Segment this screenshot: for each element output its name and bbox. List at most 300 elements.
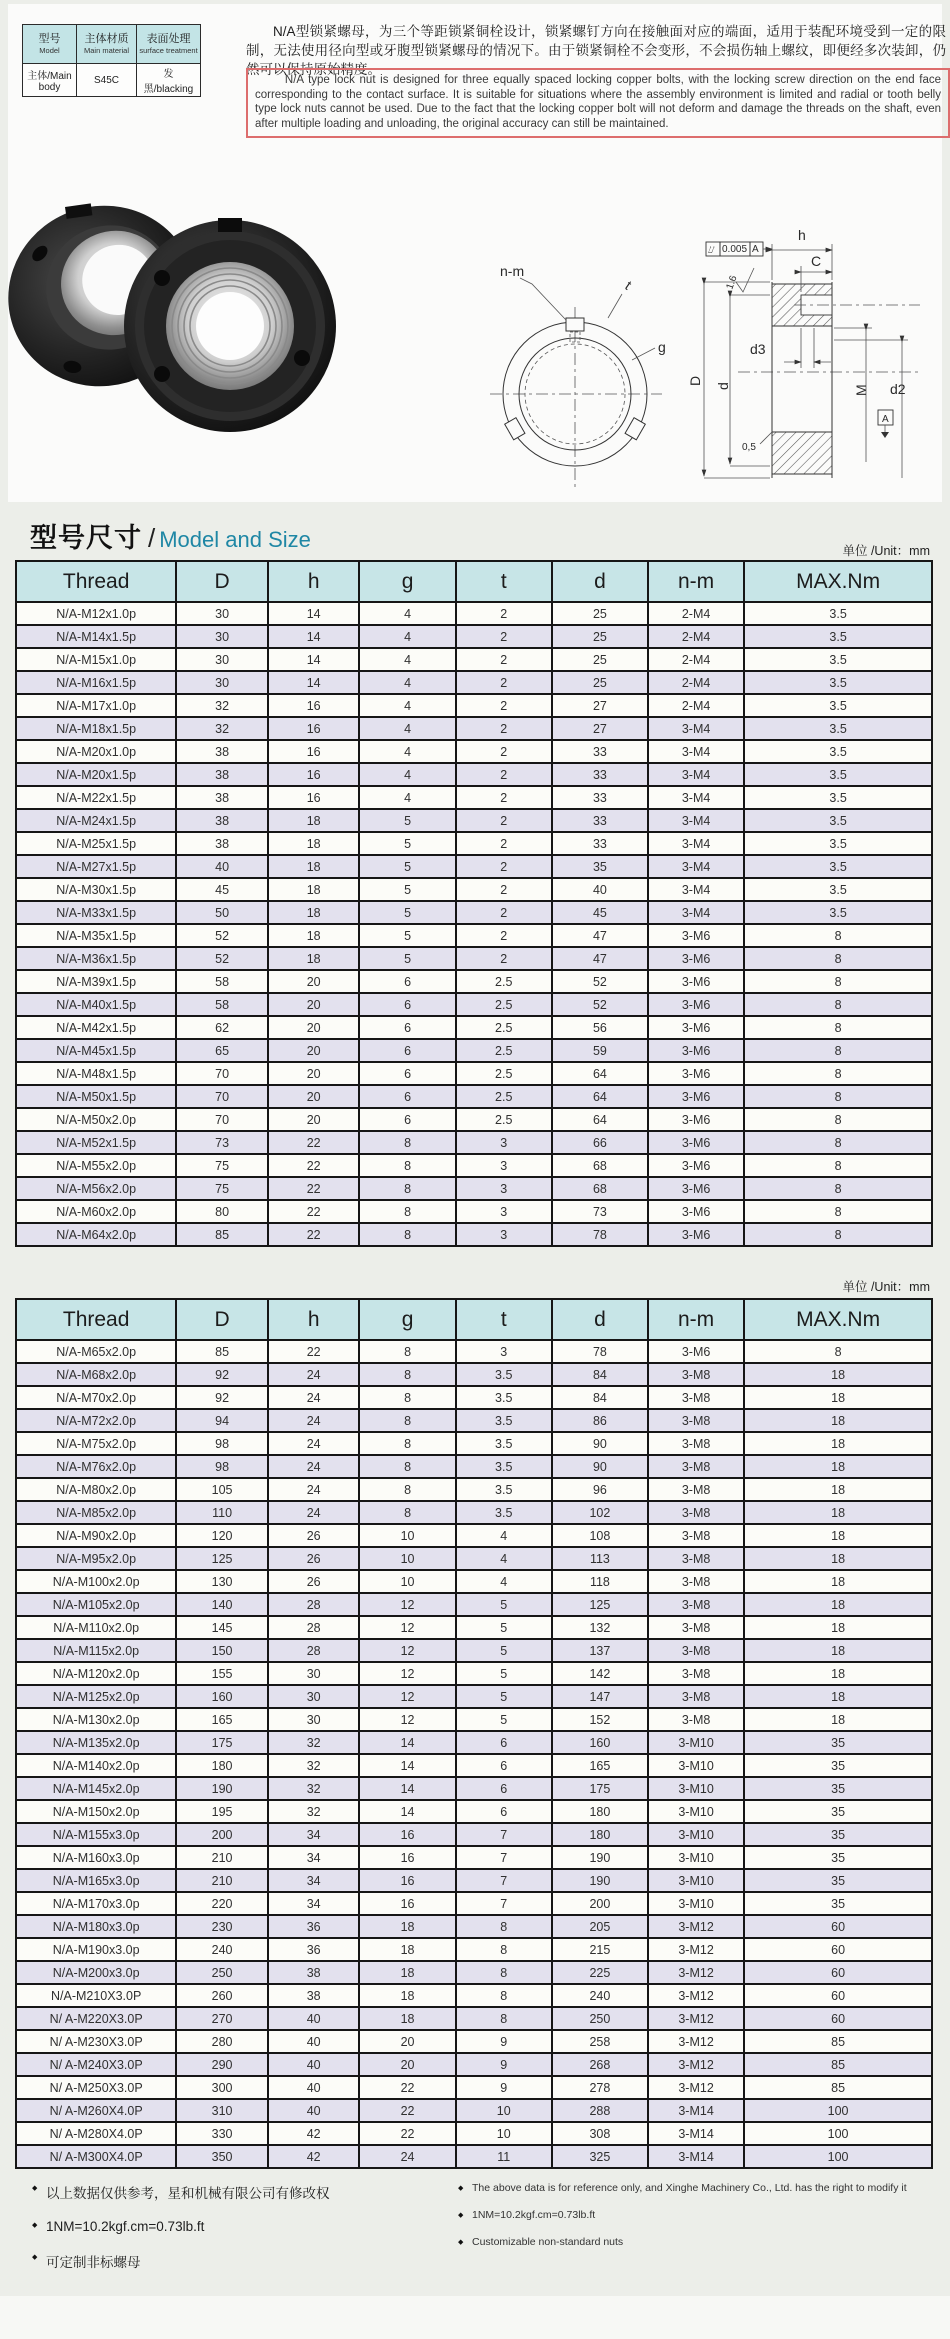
table-cell: 47 — [552, 947, 648, 970]
table-cell: 40 — [268, 2099, 360, 2122]
table-cell: 8 — [359, 1386, 455, 1409]
table-cell: 210 — [176, 1869, 268, 1892]
table-cell: 3 — [456, 1340, 552, 1363]
table-cell: 7 — [456, 1846, 552, 1869]
dim-label-d2: d2 — [890, 381, 906, 397]
table-cell: 3-M8 — [648, 1386, 744, 1409]
material-header-model — [23, 25, 77, 64]
material-spec-table — [22, 24, 201, 97]
table-cell: N/A-M45x1.5p — [16, 1039, 176, 1062]
table-cell: N/A-M15x1.0p — [16, 648, 176, 671]
table-cell: 14 — [359, 1800, 455, 1823]
roughness-value: 1.6 — [724, 274, 740, 292]
table-cell: 3-M6 — [648, 970, 744, 993]
table-cell: 25 — [552, 671, 648, 694]
table-cell: 38 — [176, 740, 268, 763]
table-cell: 8 — [744, 1340, 932, 1363]
table-cell: N/A-M80x2.0p — [16, 1478, 176, 1501]
table-cell: 38 — [176, 786, 268, 809]
table-cell: 3 — [456, 1154, 552, 1177]
column-header: d — [552, 561, 648, 602]
table-cell: 3-M8 — [648, 1455, 744, 1478]
table-cell: 102 — [552, 1501, 648, 1524]
table-cell: 225 — [552, 1961, 648, 1984]
table-cell: 75 — [176, 1154, 268, 1177]
table-cell: 18 — [268, 855, 360, 878]
table-cell: 4 — [456, 1524, 552, 1547]
table-cell: 30 — [176, 602, 268, 625]
table-row — [16, 1039, 932, 1062]
table-cell: 280 — [176, 2030, 268, 2053]
table-cell: 35 — [744, 1846, 932, 1869]
table-cell: 52 — [176, 924, 268, 947]
table-cell: 12 — [359, 1708, 455, 1731]
table-cell: 165 — [176, 1708, 268, 1731]
table-cell: 11 — [456, 2145, 552, 2168]
table-cell: N/A-M64x2.0p — [16, 1223, 176, 1246]
table-cell: N/ A-M280X4.0P — [16, 2122, 176, 2145]
table-cell: 28 — [268, 1639, 360, 1662]
table-cell: 5 — [456, 1593, 552, 1616]
roughness-symbol — [724, 268, 754, 292]
table-cell: 34 — [268, 1892, 360, 1915]
table-cell: 25 — [552, 625, 648, 648]
table-cell: 12 — [359, 1662, 455, 1685]
table-cell: 8 — [359, 1432, 455, 1455]
table-row — [16, 1200, 932, 1223]
table-cell: 8 — [744, 993, 932, 1016]
table-cell: 14 — [268, 625, 360, 648]
table-cell: 18 — [744, 1685, 932, 1708]
table-cell: 7 — [456, 1869, 552, 1892]
table-cell: 18 — [744, 1455, 932, 1478]
table-cell: 5 — [456, 1639, 552, 1662]
table-cell: 24 — [268, 1455, 360, 1478]
table-cell: 40 — [268, 2076, 360, 2099]
table-cell: 30 — [176, 671, 268, 694]
tolerance-datum: A — [752, 244, 759, 255]
table-cell: 9 — [456, 2030, 552, 2053]
table-cell: 3.5 — [744, 740, 932, 763]
table-cell: 8 — [744, 1200, 932, 1223]
table-row — [16, 1131, 932, 1154]
table-cell: 18 — [268, 947, 360, 970]
table-cell: N/A-M24x1.5p — [16, 809, 176, 832]
table-cell: 3-M6 — [648, 1039, 744, 1062]
table-cell: 22 — [359, 2122, 455, 2145]
table-cell: 3-M6 — [648, 1223, 744, 1246]
table-cell: 18 — [744, 1501, 932, 1524]
table-cell: 5 — [359, 809, 455, 832]
table-row — [16, 1524, 932, 1547]
bullet-icon: ◆ — [32, 2222, 38, 2229]
table-cell: 3-M10 — [648, 1731, 744, 1754]
column-header: t — [456, 561, 552, 602]
table-row — [16, 1223, 932, 1246]
table-cell: 64 — [552, 1062, 648, 1085]
section-title-slash: / — [148, 523, 156, 553]
table-cell: 8 — [359, 1409, 455, 1432]
table-cell: 3-M8 — [648, 1478, 744, 1501]
section-title-zh: 型号尺寸 — [30, 523, 142, 553]
table-cell: N/ A-M260X4.0P — [16, 2099, 176, 2122]
label-g: g — [658, 339, 666, 355]
table-cell: 22 — [268, 1200, 360, 1223]
table-cell: 288 — [552, 2099, 648, 2122]
table-cell: 8 — [744, 924, 932, 947]
table-row — [16, 1062, 932, 1085]
column-header: MAX.Nm — [744, 1299, 932, 1340]
table-cell: 2 — [456, 901, 552, 924]
table-cell: 32 — [268, 1777, 360, 1800]
table-cell: N/A-M60x2.0p — [16, 1200, 176, 1223]
table-cell: 8 — [359, 1223, 455, 1246]
table-cell: 20 — [359, 2030, 455, 2053]
material-header-row — [23, 25, 201, 64]
table-cell: 38 — [176, 809, 268, 832]
table-cell: 8 — [744, 1062, 932, 1085]
table-cell: 118 — [552, 1570, 648, 1593]
table-cell: 3-M4 — [648, 717, 744, 740]
table-cell: 32 — [268, 1731, 360, 1754]
table-row — [16, 1685, 932, 1708]
table-cell: 18 — [359, 1938, 455, 1961]
table-cell: N/A-M75x2.0p — [16, 1432, 176, 1455]
table-cell: 18 — [268, 924, 360, 947]
bullet-icon: ◆ — [458, 2185, 464, 2192]
table-cell: 24 — [268, 1478, 360, 1501]
table-cell: 2.5 — [456, 1062, 552, 1085]
table-cell: 14 — [268, 648, 360, 671]
table-cell: 45 — [176, 878, 268, 901]
table-cell: 3-M6 — [648, 993, 744, 1016]
table-cell: 20 — [268, 970, 360, 993]
table-cell: 96 — [552, 1478, 648, 1501]
table-cell: 20 — [268, 993, 360, 1016]
table-cell: 3.5 — [744, 694, 932, 717]
table-cell: 52 — [552, 970, 648, 993]
dim-label-d: d — [715, 382, 731, 390]
table-cell: 6 — [359, 1039, 455, 1062]
table-cell: 24 — [268, 1363, 360, 1386]
table-cell: 6 — [456, 1731, 552, 1754]
table-cell: 70 — [176, 1108, 268, 1131]
table-cell: N/A-M40x1.5p — [16, 993, 176, 1016]
size-table-1 — [15, 560, 933, 1247]
table-cell: 3-M10 — [648, 1892, 744, 1915]
table-cell: 100 — [744, 2122, 932, 2145]
table-cell: 14 — [268, 602, 360, 625]
table-cell: 3-M12 — [648, 1938, 744, 1961]
header-material-en: Main material — [83, 46, 129, 55]
table-cell: 8 — [359, 1200, 455, 1223]
table-cell: 5 — [456, 1708, 552, 1731]
table-cell: 190 — [552, 1846, 648, 1869]
table-cell: N/A-M30x1.5p — [16, 878, 176, 901]
table-row — [16, 970, 932, 993]
table-cell: 8 — [456, 2007, 552, 2030]
table-cell: 40 — [268, 2030, 360, 2053]
table-cell: N/A-M125x2.0p — [16, 1685, 176, 1708]
footnote-item — [32, 2182, 432, 2202]
table-cell: 4 — [456, 1547, 552, 1570]
table-cell: 16 — [268, 786, 360, 809]
material-data-row — [23, 64, 201, 97]
table-row — [16, 717, 932, 740]
table-row — [16, 671, 932, 694]
table-cell: 60 — [744, 1984, 932, 2007]
table-cell: 3.5 — [744, 763, 932, 786]
table-cell: N/A-M35x1.5p — [16, 924, 176, 947]
table-row — [16, 648, 932, 671]
table-cell: 68 — [552, 1177, 648, 1200]
table-cell: 3.5 — [456, 1363, 552, 1386]
table-cell: 8 — [359, 1455, 455, 1478]
table-cell: 2 — [456, 625, 552, 648]
table-cell: N/ A-M230X3.0P — [16, 2030, 176, 2053]
table-cell: 3-M8 — [648, 1547, 744, 1570]
table-cell: 3-M12 — [648, 1915, 744, 1938]
table-cell: 16 — [268, 740, 360, 763]
table-cell: 8 — [744, 1131, 932, 1154]
dim-label-h: h — [798, 227, 806, 243]
table-cell: 5 — [359, 878, 455, 901]
table-cell: 33 — [552, 809, 648, 832]
table-cell: 3-M10 — [648, 1800, 744, 1823]
table-cell: 3.5 — [744, 648, 932, 671]
table-cell: N/A-M68x2.0p — [16, 1363, 176, 1386]
column-header: n-m — [648, 1299, 744, 1340]
table-cell: 84 — [552, 1363, 648, 1386]
table-row — [16, 1386, 932, 1409]
table-cell: 250 — [176, 1961, 268, 1984]
table-cell: 325 — [552, 2145, 648, 2168]
table-cell: 32 — [268, 1800, 360, 1823]
column-header: Thread — [16, 1299, 176, 1340]
table-row — [16, 1570, 932, 1593]
table-row — [16, 1085, 932, 1108]
table-cell: 3-M12 — [648, 2007, 744, 2030]
table-cell: 85 — [176, 1223, 268, 1246]
table-cell: N/ A-M240X3.0P — [16, 2053, 176, 2076]
table-cell: N/A-M55x2.0p — [16, 1154, 176, 1177]
table-cell: 12 — [359, 1616, 455, 1639]
table-cell: 3-M8 — [648, 1616, 744, 1639]
table-cell: 36 — [268, 1915, 360, 1938]
footnote-text: The above data is for reference only, and Xinghe Machinery Co., Ltd. has the right to modify it — [472, 2182, 907, 2194]
unit-label-2: 单位 /Unit：mm — [842, 1280, 930, 1294]
table-cell: 5 — [359, 924, 455, 947]
table-cell: 310 — [176, 2099, 268, 2122]
material-header-surface — [137, 25, 201, 64]
table-cell: 290 — [176, 2053, 268, 2076]
table-cell: 24 — [268, 1432, 360, 1455]
table-cell: 125 — [176, 1547, 268, 1570]
table-row — [16, 2076, 932, 2099]
table-cell: 40 — [176, 855, 268, 878]
table-cell: 60 — [744, 1915, 932, 1938]
table-cell: 8 — [744, 1177, 932, 1200]
table-cell: 25 — [552, 602, 648, 625]
table-cell: 18 — [744, 1662, 932, 1685]
table-cell: 78 — [552, 1340, 648, 1363]
table-cell: 86 — [552, 1409, 648, 1432]
table-cell: N/A-M120x2.0p — [16, 1662, 176, 1685]
table-cell: 5 — [359, 855, 455, 878]
table-cell: 10 — [456, 2122, 552, 2145]
table-cell: 3.5 — [744, 602, 932, 625]
table-cell: 22 — [268, 1223, 360, 1246]
table-cell: N/A-M50x1.5p — [16, 1085, 176, 1108]
table-cell: N/A-M85x2.0p — [16, 1501, 176, 1524]
table-cell: 26 — [268, 1547, 360, 1570]
table-cell: 30 — [268, 1708, 360, 1731]
table-cell: 4 — [359, 694, 455, 717]
table-cell: 18 — [744, 1386, 932, 1409]
table-cell: 270 — [176, 2007, 268, 2030]
table-cell: 3-M8 — [648, 1363, 744, 1386]
table-cell: 18 — [359, 1915, 455, 1938]
table-cell: N/A-M22x1.5p — [16, 786, 176, 809]
size-table-2 — [15, 1298, 933, 2169]
table-cell: 2.5 — [456, 970, 552, 993]
column-header: h — [268, 561, 360, 602]
table-cell: 8 — [456, 1938, 552, 1961]
table-cell: 70 — [176, 1085, 268, 1108]
table-row — [16, 1984, 932, 2007]
table-cell: 3-M6 — [648, 1108, 744, 1131]
table-cell: 42 — [268, 2145, 360, 2168]
table-cell: 142 — [552, 1662, 648, 1685]
table-cell: N/A-M105x2.0p — [16, 1593, 176, 1616]
table-cell: 22 — [359, 2076, 455, 2099]
table-cell: 180 — [176, 1754, 268, 1777]
table-row — [16, 1154, 932, 1177]
table-cell: N/A-M33x1.5p — [16, 901, 176, 924]
table-cell: 190 — [552, 1869, 648, 1892]
table-cell: 28 — [268, 1593, 360, 1616]
table-row — [16, 1915, 932, 1938]
footnote-item — [458, 2209, 928, 2221]
table-cell: 8 — [359, 1363, 455, 1386]
table-cell: 125 — [552, 1593, 648, 1616]
table-cell: 6 — [456, 1777, 552, 1800]
table-cell: 32 — [176, 717, 268, 740]
table-cell: 8 — [359, 1478, 455, 1501]
dim-label-C: C — [811, 253, 822, 269]
table-row — [16, 832, 932, 855]
table-cell: 3.5 — [456, 1432, 552, 1455]
table-cell: 33 — [552, 740, 648, 763]
table-cell: 3-M12 — [648, 1961, 744, 1984]
table-cell: 18 — [744, 1409, 932, 1432]
table-cell: N/A-M50x2.0p — [16, 1108, 176, 1131]
table-cell: 18 — [268, 832, 360, 855]
table-cell: N/A-M95x2.0p — [16, 1547, 176, 1570]
table-cell: 64 — [552, 1108, 648, 1131]
column-header: t — [456, 1299, 552, 1340]
size-table-2-header-row — [16, 1299, 932, 1340]
table-cell: 3-M6 — [648, 1062, 744, 1085]
table-cell: 5 — [456, 1616, 552, 1639]
footnote-text: 以上数据仅供参考，星和机械有限公司有修改权 — [46, 2186, 330, 2201]
dim-label-M: M — [853, 384, 869, 396]
table-cell: 38 — [176, 763, 268, 786]
table-cell: 16 — [268, 717, 360, 740]
table-cell: N/A-M135x2.0p — [16, 1731, 176, 1754]
table-row — [16, 1777, 932, 1800]
table-cell: N/A-M210X3.0P — [16, 1984, 176, 2007]
front-view-drawing — [462, 252, 677, 498]
table-cell: N/A-M145x2.0p — [16, 1777, 176, 1800]
table-cell: 8 — [744, 1108, 932, 1131]
table-cell: N/A-M17x1.0p — [16, 694, 176, 717]
table-row — [16, 1961, 932, 1984]
table-cell: N/A-M170x3.0p — [16, 1892, 176, 1915]
table-row — [16, 1639, 932, 1662]
table-row — [16, 740, 932, 763]
table-cell: 2-M4 — [648, 671, 744, 694]
tolerance-value: 0.005 — [722, 244, 748, 255]
chamfer-label: 0,5 — [742, 442, 756, 453]
table-cell: 8 — [744, 1039, 932, 1062]
table-cell: 22 — [268, 1177, 360, 1200]
table-cell: 3.5 — [456, 1386, 552, 1409]
table-cell: 3-M4 — [648, 901, 744, 924]
table-cell: 8 — [744, 1154, 932, 1177]
table-row — [16, 1823, 932, 1846]
table-cell: N/ A-M250X3.0P — [16, 2076, 176, 2099]
table-cell: 14 — [359, 1754, 455, 1777]
dim-label-d3: d3 — [750, 341, 766, 357]
table-cell: 64 — [552, 1085, 648, 1108]
table-cell: 92 — [176, 1386, 268, 1409]
table-cell: 3-M4 — [648, 832, 744, 855]
intro-paragraph-en: N/A type lock nut is designed for three equally spaced locking copper bolts, with the locking screw direction on the end face corresponding to the contact surface. It is suitable for situations where the assembly environment is limited and radial or tooth belly type lock nuts cannot be used. Due to the fact that the locking copper bolt will not deform and damage the threads on the shaft, even after multiple loading and unloading, the original accuracy can still be maintained. — [255, 74, 941, 130]
table-row — [16, 901, 932, 924]
table-cell: 9 — [456, 2053, 552, 2076]
table-cell: 4 — [359, 740, 455, 763]
table-row — [16, 1662, 932, 1685]
table-row — [16, 602, 932, 625]
table-row — [16, 1455, 932, 1478]
table-cell: N/A-M130x2.0p — [16, 1708, 176, 1731]
table-cell: 2.5 — [456, 1039, 552, 1062]
material-cell-s45c: S45C — [77, 64, 137, 97]
table-row — [16, 1432, 932, 1455]
table-cell: 40 — [552, 878, 648, 901]
table-row — [16, 2007, 932, 2030]
table-cell: 6 — [359, 993, 455, 1016]
table-cell: 8 — [359, 1131, 455, 1154]
table-cell: 27 — [552, 694, 648, 717]
table-cell: 20 — [359, 2053, 455, 2076]
table-row — [16, 924, 932, 947]
bullet-icon: ◆ — [458, 2212, 464, 2219]
table-cell: 18 — [744, 1547, 932, 1570]
table-row — [16, 1108, 932, 1131]
table-cell: 278 — [552, 2076, 648, 2099]
datum-a — [878, 410, 893, 438]
table-cell: 9 — [456, 2076, 552, 2099]
table-cell: 85 — [744, 2076, 932, 2099]
table-cell: 92 — [176, 1363, 268, 1386]
table-cell: 3.5 — [456, 1501, 552, 1524]
table-cell: 14 — [359, 1777, 455, 1800]
table-cell: 30 — [176, 648, 268, 671]
table-cell: N/ A-M220X3.0P — [16, 2007, 176, 2030]
table-cell: 80 — [176, 1200, 268, 1223]
